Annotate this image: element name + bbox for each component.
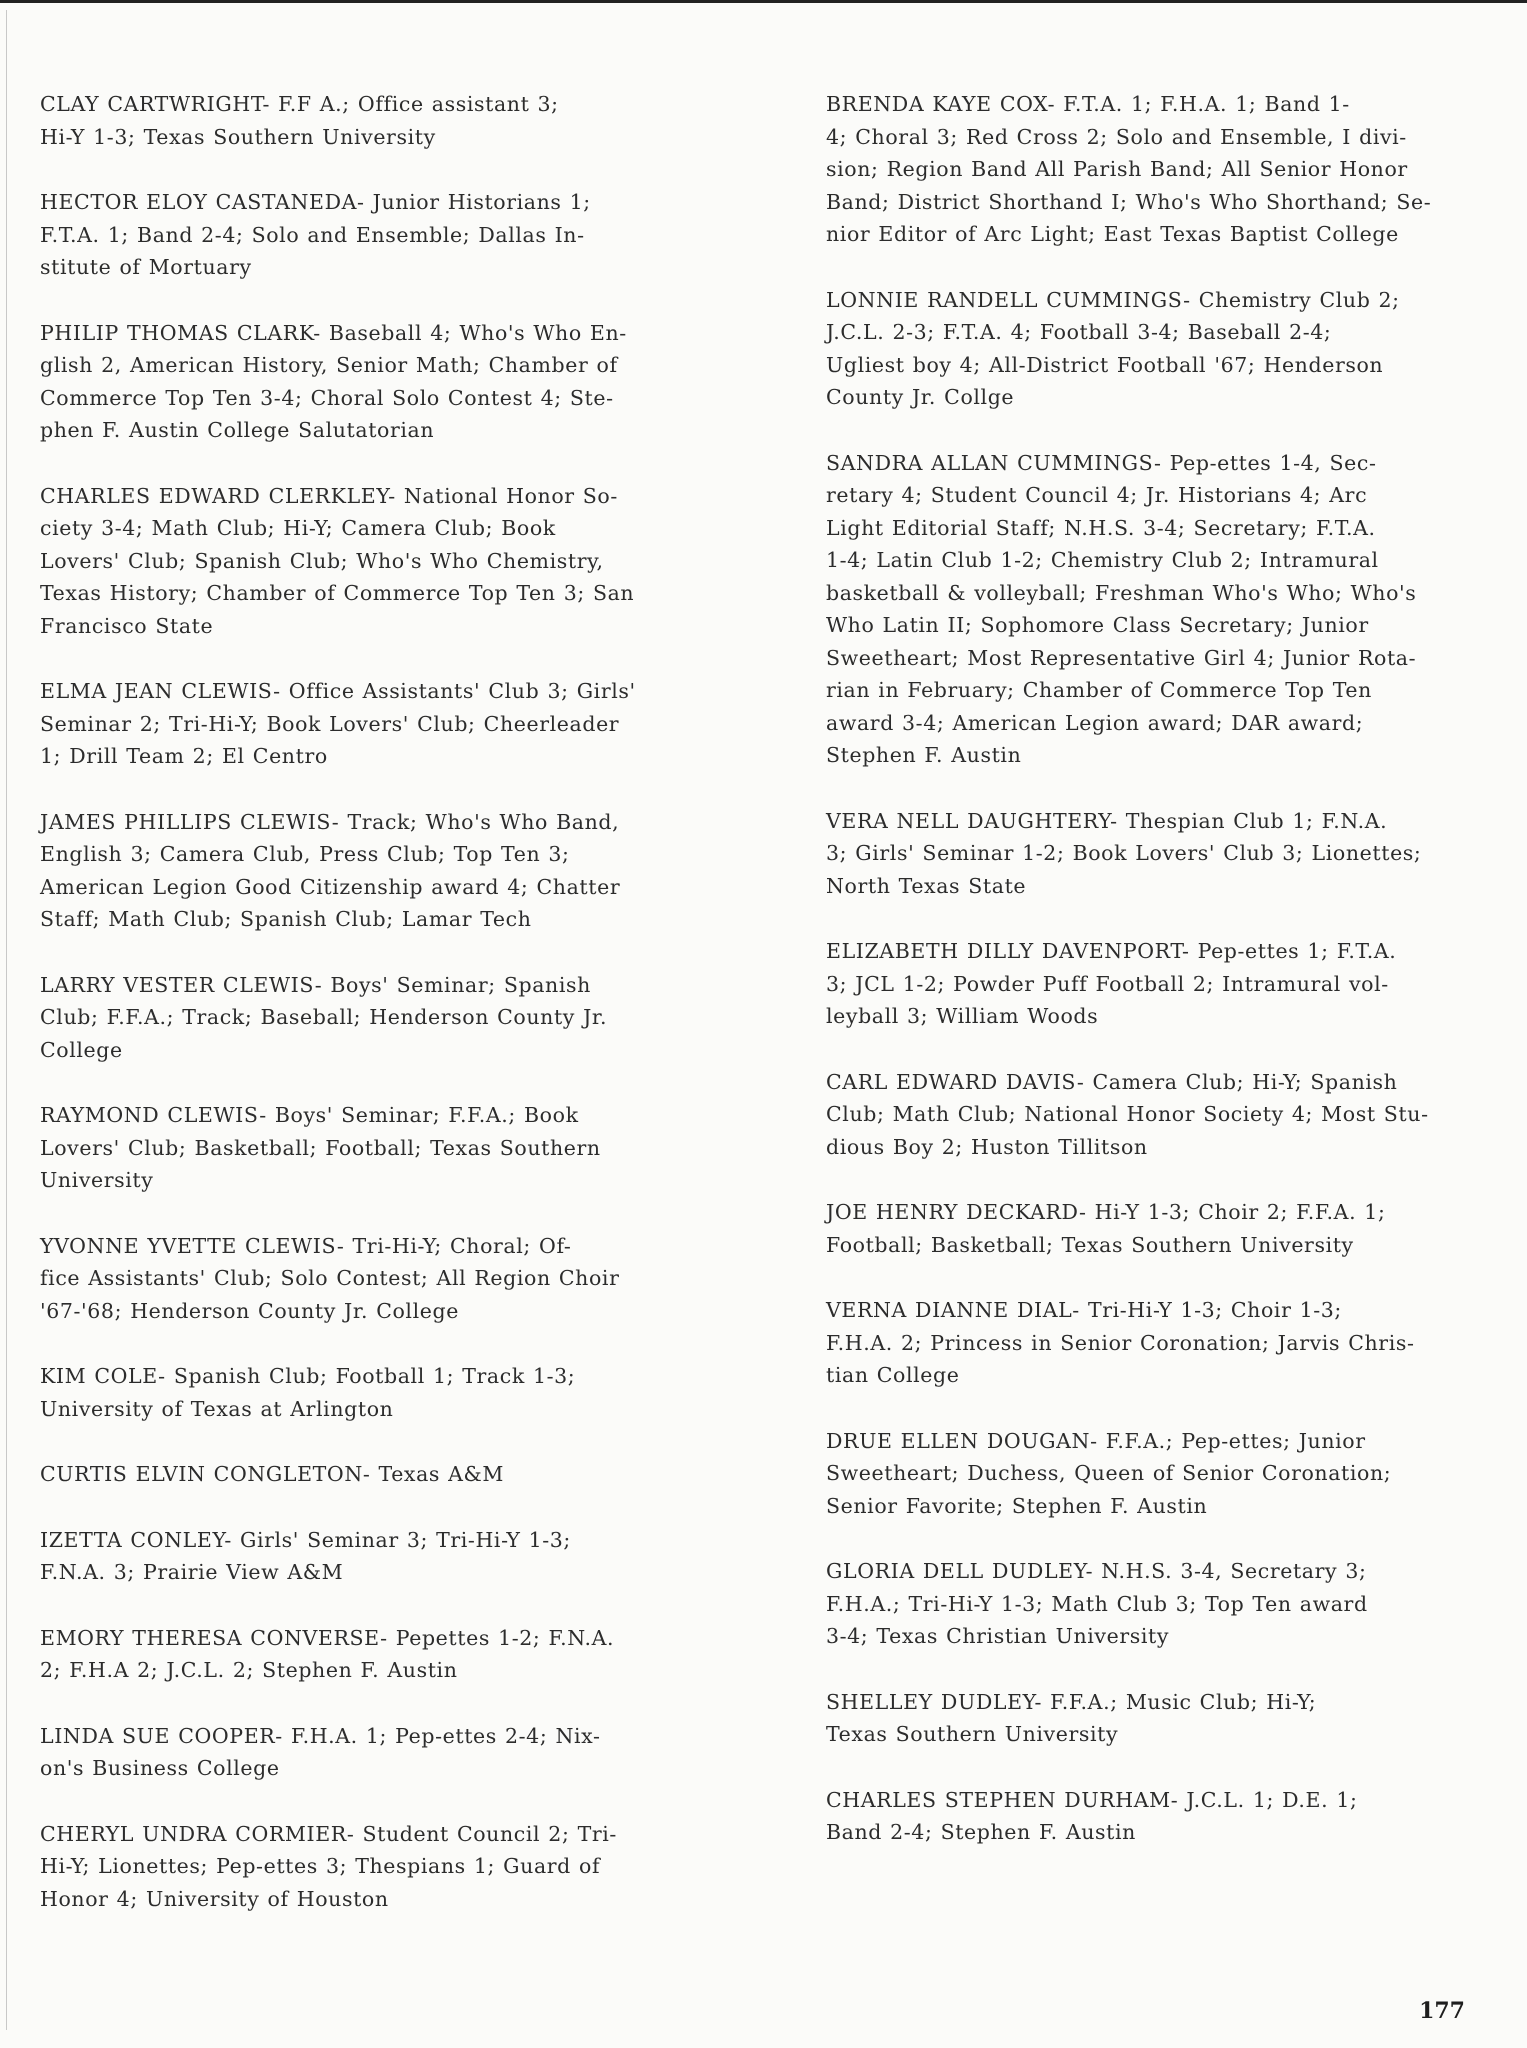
- entry-verna-dianne-dial: VERNA DIANNE DIAL- Tri-Hi-Y 1-3; Choir 1-3; F.H.A. 2; Princess in Senior Coronation; Jarvis Chris- tian College: [826, 1298, 1415, 1387]
- entry-carl-edward-davis: CARL EDWARD DAVIS- Camera Club; Hi-Y; Spanish Club; Math Club; National Honor Society 4; Most Stu- dious Boy 2; Huston Tillitson: [826, 1069, 1429, 1159]
- entry-elizabeth-dilly-davenport: ELIZABETH DILLY DAVENPORT- Pep-ettes 1; F.T.A. 3; JCL 1-2; Powder Puff Football 2; Intramural vol- leyball 3; William Woods: [826, 939, 1397, 1028]
- entry-emory-theresa-converse: EMORY THERESA CONVERSE- Pepettes 1-2; F.N.A. 2; F.H.A 2; J.C.L. 2; Stephen F. Austin: [40, 1625, 615, 1682]
- entry-linda-sue-cooper: LINDA SUE COOPER- F.H.A. 1; Pep-ettes 2-4; Nix- on's Business College: [40, 1723, 601, 1780]
- entry-charles-edward-clerkley: CHARLES EDWARD CLERKLEY- National Honor So- ciety 3-4; Math Club; Hi-Y; Camera Club; Book Lovers' Club; Spanish Club; Who's Who Chemistry, Texas History; Chamber of Commerce Top Ten 3; San Francisco State: [40, 483, 635, 638]
- page-number: 177: [1419, 1998, 1465, 2024]
- entry-vera-nell-daughtery: VERA NELL DAUGHTERY- Thespian Club 1; F.N.A. 3; Girls' Seminar 1-2; Book Lovers' Club 3; Lionettes; North Texas State: [826, 808, 1422, 898]
- entry-gloria-dell-dudley: GLORIA DELL DUDLEY- N.H.S. 3-4, Secretary 3; F.H.A.; Tri-Hi-Y 1-3; Math Club 3; Top Ten award 3-4; Texas Christian University: [826, 1559, 1368, 1648]
- entry-hector-eloy-castaneda: HECTOR ELOY CASTANEDA- Junior Historians 1; F.T.A. 1; Band 2-4; Solo and Ensemble; Dallas In- stitute of Mortuary: [40, 190, 591, 279]
- entry-larry-vester-clewis: LARRY VESTER CLEWIS- Boys' Seminar; Spanish Club; F.F.A.; Track; Baseball; Henderson County Jr. College: [40, 972, 608, 1062]
- entry-sandra-allan-cummings: SANDRA ALLAN CUMMINGS- Pep-ettes 1-4, Sec- retary 4; Student Council 4; Jr. Historians 4; Arc Light Editorial Staff; N.H.S. 3-4; Secretary; F.T.A. 1-4; Latin Club 1-2; Chemistry Club 2; Intramural basketball & volleyball; Freshman Who's Who; Who's Who Latin II; Sophomore Class Secretary; Junior Sweetheart; Most Representative Girl 4; Junior Rota- rian in February; Chamber of Commerce Top Ten award 3-4; American Legion award; DAR award; Stephen F. Austin: [826, 450, 1417, 767]
- page-top-rule: [0, 0, 1527, 3]
- left-column: [40, 88, 680, 1948]
- right-column: [826, 88, 1466, 1882]
- entry-elma-jean-clewis: ELMA JEAN CLEWIS- Office Assistants' Club 3; Girls' Seminar 2; Tri-Hi-Y; Book Lovers' Club; Cheerleader 1; Drill Team 2; El Centro: [40, 679, 636, 768]
- entry-shelley-dudley: SHELLEY DUDLEY- F.F.A.; Music Club; Hi-Y; Texas Southern University: [826, 1689, 1317, 1746]
- entry-lonnie-randell-cummings: LONNIE RANDELL CUMMINGS- Chemistry Club 2; J.C.L. 2-3; F.T.A. 4; Football 3-4; Baseball 2-4; Ugliest boy 4; All-District Football '67; Henderson County Jr. Collge: [826, 287, 1400, 409]
- entry-charles-stephen-durham: CHARLES STEPHEN DURHAM- J.C.L. 1; D.E. 1; Band 2-4; Stephen F. Austin: [826, 1787, 1358, 1844]
- entry-james-phillips-clewis: JAMES PHILLIPS CLEWIS- Track; Who's Who Band, English 3; Camera Club, Press Club; Top Ten 3; American Legion Good Citizenship award 4; Chatter Staff; Math Club; Spanish Club; Lamar Tech: [40, 809, 621, 931]
- entry-clay-cartwright: CLAY CARTWRIGHT- F.F A.; Office assistant 3; Hi-Y 1-3; Texas Southern University: [40, 92, 559, 149]
- entry-izetta-conley: IZETTA CONLEY- Girls' Seminar 3; Tri-Hi-Y 1-3; F.N.A. 3; Prairie View A&M: [40, 1527, 571, 1584]
- entry-joe-henry-deckard: JOE HENRY DECKARD- Hi-Y 1-3; Choir 2; F.F.A. 1; Football; Basketball; Texas Southern University: [826, 1200, 1386, 1257]
- entry-yvonne-yvette-clewis: YVONNE YVETTE CLEWIS- Tri-Hi-Y; Choral; Of- fice Assistants' Club; Solo Contest; All Region Choir '67-'68; Henderson County Jr. College: [40, 1233, 620, 1323]
- entry-drue-ellen-dougan: DRUE ELLEN DOUGAN- F.F.A.; Pep-ettes; Junior Sweetheart; Duchess, Queen of Senior Coronation; Senior Favorite; Stephen F. Austin: [826, 1428, 1392, 1518]
- page-left-edge: [6, 10, 7, 2030]
- entry-kim-cole: KIM COLE- Spanish Club; Football 1; Track 1-3; University of Texas at Arlington: [40, 1364, 576, 1421]
- entry-brenda-kaye-cox: BRENDA KAYE COX- F.T.A. 1; F.H.A. 1; Band 1- 4; Choral 3; Red Cross 2; Solo and Ensemble, I divi- sion; Region Band All Parish Band; All Senior Honor Band; District Shorthand I; Who's Who Shorthand; Se- nior Editor of Arc Light; East Texas Baptist College: [826, 92, 1432, 246]
- entry-raymond-clewis: RAYMOND CLEWIS- Boys' Seminar; F.F.A.; Book Lovers' Club; Basketball; Football; Texas Southern University: [40, 1103, 601, 1192]
- entry-cheryl-undra-cormier: CHERYL UNDRA CORMIER- Student Council 2; Tri- Hi-Y; Lionettes; Pep-ettes 3; Thespians 1; Guard of Honor 4; University of Houston: [40, 1821, 617, 1911]
- entry-curtis-elvin-congleton: CURTIS ELVIN CONGLETON- Texas A&M: [40, 1462, 504, 1486]
- entry-philip-thomas-clark: PHILIP THOMAS CLARK- Baseball 4; Who's Who En- glish 2, American History, Senior Math; Chamber of Commerce Top Ten 3-4; Choral Solo Contest 4; Ste- phen F. Austin College Salutatorian: [40, 320, 627, 442]
